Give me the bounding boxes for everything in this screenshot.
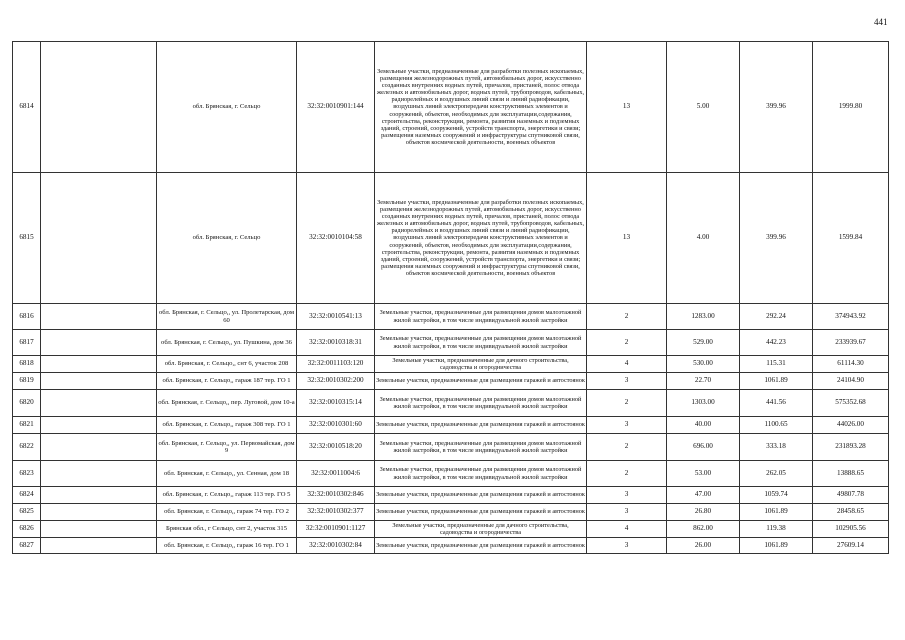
table-row (13, 487, 889, 504)
specific-cadastral-value: 292.24 (740, 304, 813, 330)
address-cell: обл. Брянская, г. Сельцо,, снт 6, участок 208 (157, 356, 297, 373)
group-code: 2 (587, 304, 667, 330)
area-value: 862.00 (667, 521, 740, 538)
table-row (13, 390, 889, 417)
row-number: 6822 (13, 434, 41, 461)
row-number: 6821 (13, 417, 41, 434)
group-code: 2 (587, 461, 667, 487)
specific-cadastral-value: 399.96 (740, 42, 813, 173)
area-value: 22.70 (667, 373, 740, 390)
specific-cadastral-value: 119.38 (740, 521, 813, 538)
empty-cell (41, 538, 157, 554)
cadastral-number: 32:32:0010315:14 (297, 390, 375, 417)
table-row (13, 173, 889, 304)
cadastral-number: 32:32:0010302:846 (297, 487, 375, 504)
land-use-purpose: Земельные участки, предназначенные для размещения домов малоэтажной жилой застройки, в том числе индивидуальной жилой застройки (375, 461, 587, 487)
land-use-purpose: Земельные участки, предназначенные для разработки полезных ископаемых, размещения железнодорожных путей, автомобильных дорог, искусственно созданных внутренних водных путей, причалов, пристаней, полос отвода железных и автомобильных дорог, водных путей, трубопроводов, кабельных, радиорелейных и воздушных линий связи и линий радиофикации, воздушных линий электропередачи конструктивных элементов и сооружений, объектов, необходимых для эксплуатации,содержания, строительства, реконструкции, ремонта, развития наземных и подземных зданий, строений, сооружений, устройств транспорта, энергетики и связи; размещения наземных сооружений и инфраструктуры спутниковой связи, объектов космической деятельности, военных объектов (375, 173, 587, 304)
row-number: 6827 (13, 538, 41, 554)
address-cell: обл. Брянская, г. Сельцо (157, 42, 297, 173)
group-code: 13 (587, 173, 667, 304)
address-cell: обл. Брянская, г. Сельцо,, гараж 16 тер. ГО 1 (157, 538, 297, 554)
group-code: 3 (587, 487, 667, 504)
cadastral-value: 13888.65 (813, 461, 889, 487)
cadastral-value: 1999.80 (813, 42, 889, 173)
group-code: 13 (587, 42, 667, 173)
area-value: 5.00 (667, 42, 740, 173)
cadastral-value: 27609.14 (813, 538, 889, 554)
address-cell: обл. Брянская, г. Сельцо,, пер. Луговой, дом 10-а (157, 390, 297, 417)
empty-cell (41, 504, 157, 521)
specific-cadastral-value: 1061.89 (740, 504, 813, 521)
table-row (13, 373, 889, 390)
address-cell: обл. Брянская, г. Сельцо,, ул. Пролетарская, дом 60 (157, 304, 297, 330)
group-code: 3 (587, 538, 667, 554)
cadastral-value: 61114.30 (813, 356, 889, 373)
row-number: 6815 (13, 173, 41, 304)
area-value: 26.00 (667, 538, 740, 554)
address-cell: обл. Брянская, г. Сельцо,, гараж 308 тер. ГО 1 (157, 417, 297, 434)
row-number: 6826 (13, 521, 41, 538)
specific-cadastral-value: 262.05 (740, 461, 813, 487)
area-value: 26.80 (667, 504, 740, 521)
cadastral-number: 32:32:0010901:1127 (297, 521, 375, 538)
specific-cadastral-value: 399.96 (740, 173, 813, 304)
land-use-purpose: Земельные участки, предназначенные для размещения домов малоэтажной жилой застройки, в том числе индивидуальной жилой застройки (375, 390, 587, 417)
empty-cell (41, 390, 157, 417)
cadastral-value: 24104.90 (813, 373, 889, 390)
land-use-purpose: Земельные участки, предназначенные для размещения домов малоэтажной жилой застройки, в том числе индивидуальной жилой застройки (375, 434, 587, 461)
table-row (13, 434, 889, 461)
land-use-purpose: Земельные участки, предназначенные для разработки полезных ископаемых, размещения железнодорожных путей, автомобильных дорог, искусственно созданных внутренних водных путей, причалов, пристаней, полос отвода железных и автомобильных дорог, водных путей, трубопроводов, кабельных, радиорелейных и воздушных линий связи и линий радиофикации, воздушных линий электропередачи конструктивных элементов и сооружений, объектов, необходимых для эксплуатации,содержания, строительства, реконструкции, ремонта, развития наземных и подземных зданий, строений, сооружений, устройств транспорта, энергетики и связи; размещения наземных сооружений и инфраструктуры спутниковой связи, объектов космической деятельности, военных объектов (375, 42, 587, 173)
table-row (13, 538, 889, 554)
table-row (13, 304, 889, 330)
cadastral-value: 231893.28 (813, 434, 889, 461)
group-code: 3 (587, 504, 667, 521)
cadastral-value: 44026.00 (813, 417, 889, 434)
row-number: 6820 (13, 390, 41, 417)
group-code: 4 (587, 356, 667, 373)
row-number: 6825 (13, 504, 41, 521)
group-code: 3 (587, 373, 667, 390)
area-value: 1303.00 (667, 390, 740, 417)
group-code: 2 (587, 434, 667, 461)
cadastral-number: 32:32:0010302:84 (297, 538, 375, 554)
specific-cadastral-value: 1100.65 (740, 417, 813, 434)
land-use-purpose: Земельные участки, предназначенные для размещения гаражей и автостоянок (375, 373, 587, 390)
address-cell: обл. Брянская, г. Сельцо,, гараж 74 тер. ГО 2 (157, 504, 297, 521)
address-cell: обл. Брянская, г. Сельцо (157, 173, 297, 304)
cadastral-value: 233939.67 (813, 330, 889, 356)
land-use-purpose: Земельные участки, предназначенные для дачного строительства, садоводства и огородничества (375, 521, 587, 538)
row-number: 6817 (13, 330, 41, 356)
area-value: 47.00 (667, 487, 740, 504)
area-value: 40.00 (667, 417, 740, 434)
land-use-purpose: Земельные участки, предназначенные для размещения домов малоэтажной жилой застройки, в том числе индивидуальной жилой застройки (375, 330, 587, 356)
address-cell: обл. Брянская, г. Сельцо,, ул. Пушкина, дом 36 (157, 330, 297, 356)
group-code: 3 (587, 417, 667, 434)
specific-cadastral-value: 441.56 (740, 390, 813, 417)
table-row (13, 42, 889, 173)
row-number: 6816 (13, 304, 41, 330)
cadastral-value: 28458.65 (813, 504, 889, 521)
empty-cell (41, 417, 157, 434)
cadastral-value: 1599.84 (813, 173, 889, 304)
specific-cadastral-value: 333.18 (740, 434, 813, 461)
cadastral-number: 32:32:0010302:377 (297, 504, 375, 521)
cadastral-number: 32:32:0010104:58 (297, 173, 375, 304)
row-number: 6823 (13, 461, 41, 487)
empty-cell (41, 521, 157, 538)
empty-cell (41, 330, 157, 356)
cadastral-number: 32:32:0010518:20 (297, 434, 375, 461)
table-row (13, 504, 889, 521)
cadastral-number: 32:32:0010541:13 (297, 304, 375, 330)
cadastral-number: 32:32:0011103:120 (297, 356, 375, 373)
land-use-purpose: Земельные участки, предназначенные для размещения домов малоэтажной жилой застройки, в том числе индивидуальной жилой застройки (375, 304, 587, 330)
table-row (13, 461, 889, 487)
land-use-purpose: Земельные участки, предназначенные для размещения гаражей и автостоянок (375, 487, 587, 504)
cadastral-value: 575352.68 (813, 390, 889, 417)
row-number: 6814 (13, 42, 41, 173)
table-row (13, 356, 889, 373)
empty-cell (41, 42, 157, 173)
cadastral-number: 32:32:0010901:144 (297, 42, 375, 173)
group-code: 2 (587, 330, 667, 356)
cadastral-number: 32:32:0010301:60 (297, 417, 375, 434)
specific-cadastral-value: 1059.74 (740, 487, 813, 504)
cadastral-value: 374943.92 (813, 304, 889, 330)
row-number: 6819 (13, 373, 41, 390)
specific-cadastral-value: 1061.89 (740, 538, 813, 554)
empty-cell (41, 373, 157, 390)
row-number: 6818 (13, 356, 41, 373)
address-cell: обл. Брянская, г. Сельцо,, ул. Первомайская, дом 9 (157, 434, 297, 461)
cadastral-value: 49807.78 (813, 487, 889, 504)
area-value: 529.00 (667, 330, 740, 356)
empty-cell (41, 487, 157, 504)
area-value: 4.00 (667, 173, 740, 304)
empty-cell (41, 356, 157, 373)
specific-cadastral-value: 442.23 (740, 330, 813, 356)
address-cell: обл. Брянская, г. Сельцо,, гараж 113 тер. ГО 5 (157, 487, 297, 504)
empty-cell (41, 304, 157, 330)
cadastral-number: 32:32:0010302:200 (297, 373, 375, 390)
specific-cadastral-value: 1061.89 (740, 373, 813, 390)
cadastral-number: 32:32:0010318:31 (297, 330, 375, 356)
land-use-purpose: Земельные участки, предназначенные для дачного строительства, садоводства и огородничества (375, 356, 587, 373)
empty-cell (41, 173, 157, 304)
land-use-purpose: Земельные участки, предназначенные для размещения гаражей и автостоянок (375, 417, 587, 434)
cadastral-number: 32:32:0011004:6 (297, 461, 375, 487)
area-value: 53.00 (667, 461, 740, 487)
land-register-table (12, 41, 889, 554)
land-use-purpose: Земельные участки, предназначенные для размещения гаражей и автостоянок (375, 538, 587, 554)
table-row (13, 417, 889, 434)
table-row (13, 330, 889, 356)
area-value: 1283.00 (667, 304, 740, 330)
row-number: 6824 (13, 487, 41, 504)
cadastral-value: 102905.56 (813, 521, 889, 538)
group-code: 2 (587, 390, 667, 417)
area-value: 696.00 (667, 434, 740, 461)
empty-cell (41, 461, 157, 487)
group-code: 4 (587, 521, 667, 538)
empty-cell (41, 434, 157, 461)
land-use-purpose: Земельные участки, предназначенные для размещения гаражей и автостоянок (375, 504, 587, 521)
table-row (13, 521, 889, 538)
page-number: 441 (874, 17, 888, 27)
address-cell: обл. Брянская, г. Сельцо,, ул. Сенная, дом 18 (157, 461, 297, 487)
address-cell: обл. Брянская, г. Сельцо,, гараж 187 тер. ГО 1 (157, 373, 297, 390)
address-cell: Брянская обл., г Сельцо, снт 2, участок 315 (157, 521, 297, 538)
area-value: 530.00 (667, 356, 740, 373)
specific-cadastral-value: 115.31 (740, 356, 813, 373)
